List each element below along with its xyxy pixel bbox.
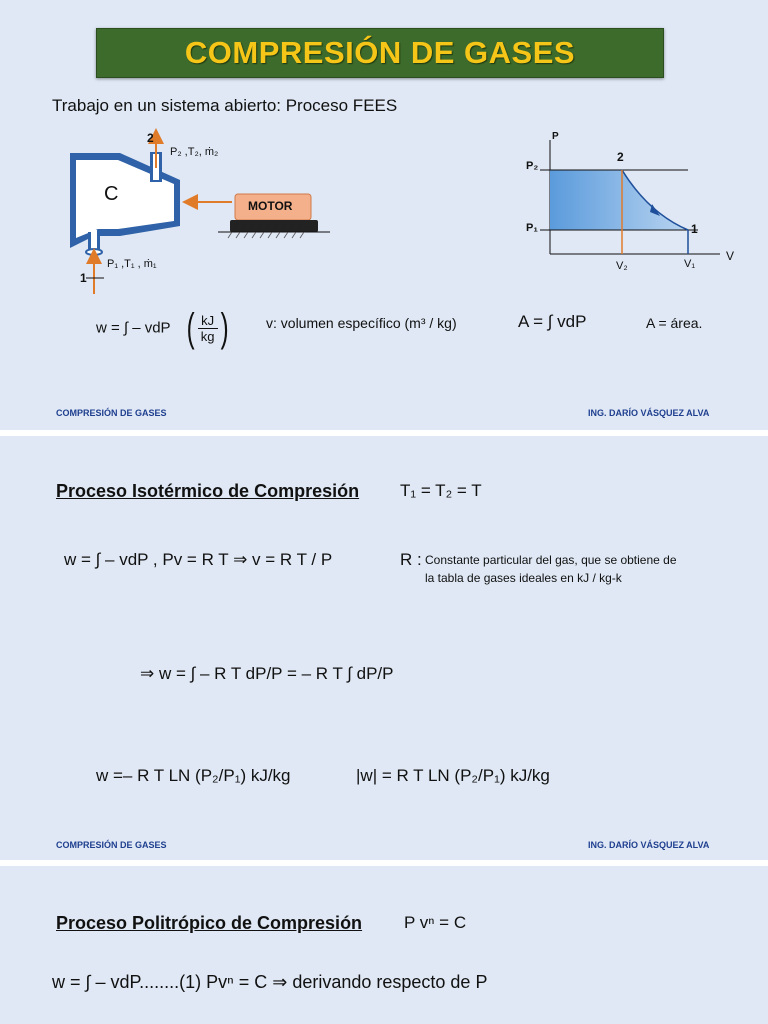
footer-left: COMPRESIÓN DE GASES [56, 408, 167, 418]
area-desc: A = área. [646, 315, 703, 331]
pv-diagram [520, 130, 740, 280]
isothermal-eq3b: |w| = R T LN (P₂/P₁) kJ/kg [356, 766, 550, 785]
subtitle: Trabajo en un sistema abierto: Proceso FEES [52, 96, 398, 115]
isothermal-eq1: w = ∫ – vdP , Pv = R T ⇒ v = R T / P [64, 550, 333, 569]
inlet-properties: P₁ ,T₁ , ṁ₁ [107, 258, 157, 270]
isothermal-eq3a: w =– R T LN (P₂/P₁) kJ/kg [96, 766, 291, 785]
inlet-number: 1 [80, 271, 87, 285]
footer-right: ING. DARÍO VÁSQUEZ ALVA [588, 408, 710, 418]
p2-label: P₂ [526, 160, 539, 172]
r-symbol: R : [400, 550, 422, 569]
footer-right: ING. DARÍO VÁSQUEZ ALVA [588, 840, 710, 850]
state-2-label: 2 [617, 150, 624, 164]
isothermal-eq2: ⇒ w = ∫ – R T dP/P = – R T ∫ dP/P [140, 664, 394, 683]
motor-label: MOTOR [248, 199, 293, 213]
slide-title: COMPRESIÓN DE GASES [184, 35, 576, 70]
work-equation-text: w = ∫ – vdP [96, 319, 171, 337]
outlet-number: 2 [147, 131, 154, 145]
work-area [550, 170, 688, 230]
r-description-1: Constante particular del gas, que se obtiene de [425, 553, 677, 567]
motor-base [230, 220, 318, 232]
footer-left: COMPRESIÓN DE GASES [56, 840, 167, 850]
specific-volume-desc: v: volumen específico (m³ / kg) [266, 315, 457, 331]
v1-label: V₁ [684, 258, 696, 270]
p-axis-label: P [552, 131, 559, 142]
v-axis-label: V [726, 249, 735, 263]
slide-2 [0, 436, 768, 860]
polytropic-eq1: w = ∫ – vdP........(1) Pvⁿ = C ⇒ derivando respecto de P [52, 972, 488, 992]
isothermal-title: Proceso Isotérmico de Compresión [56, 481, 360, 501]
polytropic-condition: P vⁿ = C [404, 913, 467, 932]
isothermal-condition: T₁ = T₂ = T [400, 481, 482, 500]
outlet-properties: P₂ ,T₂, ṁ₂ [170, 146, 219, 158]
p1-label: P₁ [526, 222, 538, 234]
area-equation: A = ∫ vdP [518, 312, 587, 331]
compressor-label: C [104, 183, 119, 205]
slide-3 [0, 866, 768, 1024]
polytropic-title: Proceso Politrópico de Compresión [56, 913, 363, 933]
title-banner [96, 28, 664, 78]
r-description-2: la tabla de gases ideales en kJ / kg-k [425, 571, 622, 585]
work-equation: w = ∫ – vdP ( $\frac{kJ}{kg}$ ) [96, 306, 229, 350]
v2-label: V₂ [616, 260, 628, 272]
state-1-label: 1 [691, 222, 698, 236]
slide-1 [0, 0, 768, 430]
